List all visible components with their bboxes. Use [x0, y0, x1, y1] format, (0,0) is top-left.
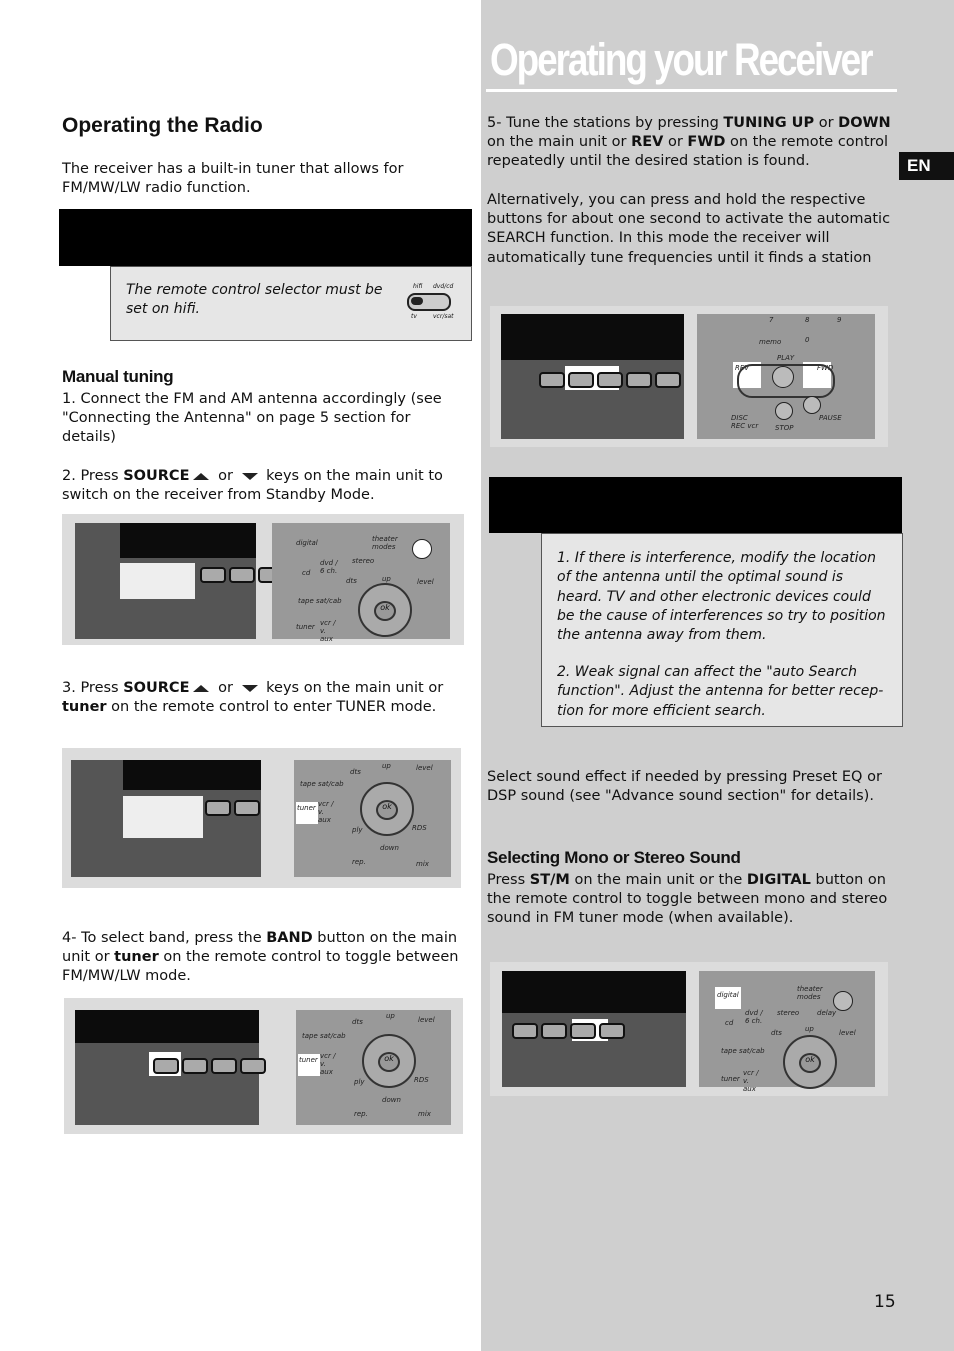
note-box [110, 266, 472, 341]
mono-stereo-heading: Selecting Mono or Stereo Sound [487, 848, 741, 867]
step-4: 4- To select band, press the BAND button on the main unit or tuner on the remote control to toggle between FM/MW/LW mode. [62, 930, 459, 985]
source-up-icon [193, 473, 209, 480]
remote-image: 7 8 9 0 memo PLAY REV FWD DISC REC vcr STOP PAUSE [697, 314, 875, 439]
tips-header-band [489, 477, 902, 533]
figure-tuner-mode [62, 748, 461, 888]
main-unit-image [75, 1010, 259, 1125]
language-tab: EN [899, 152, 954, 180]
step-2: 2. Press SOURCE or keys on the main unit to switch on the receiver from Standby Mode. [62, 468, 443, 504]
manual-tuning-heading: Manual tuning [62, 367, 174, 386]
note-text: The remote control selector must be set on hifi. [126, 282, 383, 318]
source-down-icon [242, 685, 258, 692]
main-unit-image [502, 971, 686, 1087]
main-unit-image [75, 523, 256, 639]
section-heading: Operating the Radio [62, 114, 263, 137]
auto-search-text: Alternatively, you can press and hold the respective buttons for about one second to activate the automatic SEARCH function. In this mode the receiver will automatically tune frequencies until it finds a station [487, 192, 891, 266]
figure-mono-stereo [490, 962, 888, 1096]
remote-image: tape sat/cab dts up level tuner vcr / v. aux ok ply RDS down rep. mix [294, 760, 451, 877]
page-number: 15 [874, 1292, 896, 1312]
main-unit-image [501, 314, 684, 439]
note-header-band [59, 209, 472, 266]
figure-standby [62, 514, 464, 645]
mono-stereo-text: Press ST/M on the main unit or the DIGITAL button on the remote control to toggle between mono and stereo sound in FM tuner mode (when available). [487, 872, 888, 927]
main-unit-image [71, 760, 261, 877]
step-1: 1. Connect the FM and AM antenna accordingly (see "Connecting the Antenna" on page 5 section for details) [62, 391, 442, 446]
page-title: Operating your Receiver [490, 34, 872, 85]
figure-band [64, 998, 463, 1134]
tip-2: 2. Weak signal can affect the "auto Search function". Adjust the antenna for better recep-tion for more efficient search. [557, 664, 884, 719]
remote-image: digital theater modes cd dvd / 6 ch. stereo dts up level tape sat/cab tuner vcr / v. aux ok [272, 523, 450, 639]
figure-tuning [490, 306, 888, 447]
source-down-icon [242, 473, 258, 480]
remote-image: digital theater modes cd dvd / 6 ch. stereo delay dts up level tape sat/cab tuner vcr / v. aux ok [699, 971, 875, 1087]
source-up-icon [193, 685, 209, 692]
remote-image: tape sat/cab dts up level tuner vcr / v. aux ok ply RDS down rep. mix [296, 1010, 451, 1125]
tips-box [541, 533, 903, 727]
tip-1: 1. If there is interference, modify the location of the antenna until the optimal sound is heard. TV and other electronic devices could be the cause of interferences so try to position the antenna away from them. [557, 550, 886, 644]
step-5: 5- Tune the stations by pressing TUNING UP or DOWN on the main unit or REV or FWD on the remote control repeatedly until the desired station is found. [487, 115, 891, 170]
title-rule [486, 89, 897, 92]
remote-selector-switch: hifi dvd/cd tv vcr/sat [405, 283, 455, 323]
eq-text: Select sound effect if needed by pressing Preset EQ or DSP sound (see "Advance sound section" for details). [487, 769, 882, 805]
step-3: 3. Press SOURCE or keys on the main unit or tuner on the remote control to enter TUNER mode. [62, 680, 444, 716]
intro-text: The receiver has a built-in tuner that allows for FM/MW/LW radio function. [62, 161, 404, 197]
